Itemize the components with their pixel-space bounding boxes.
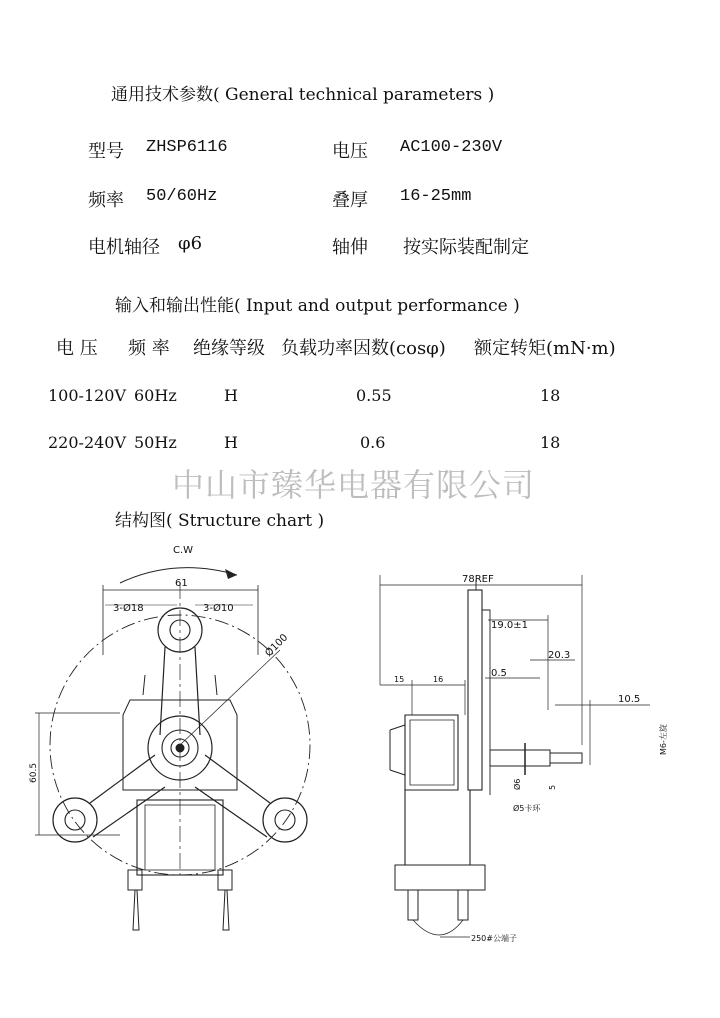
model-label: 型号 — [88, 141, 124, 162]
shaft-label: 电机轴径 — [88, 237, 160, 258]
hole-large-label: 3-Ø10 — [203, 603, 234, 614]
dim-15-label: 15 — [394, 675, 405, 684]
extension-value: 按实际装配制定 — [403, 237, 529, 258]
table-row-1-frequency: 60Hz — [134, 386, 177, 405]
dim-16-label: 16 — [433, 675, 444, 684]
io-header-insulation: 绝缘等级 — [193, 338, 265, 359]
io-header-frequency: 频 率 — [128, 338, 170, 359]
frequency-label: 频率 — [88, 190, 124, 211]
io-header-torque: 额定转矩(mN·m) — [474, 338, 616, 359]
extension-label: 轴伸 — [332, 237, 368, 258]
table-row-2-voltage: 220-240V — [48, 433, 127, 452]
model-value: ZHSP6116 — [146, 138, 228, 157]
phi6-label: Ø6 — [513, 778, 522, 790]
motor-side-view-drawing — [370, 565, 715, 955]
dim-10-5-label: 10.5 — [618, 694, 641, 705]
company-watermark: 中山市臻华电器有限公司 — [172, 466, 536, 504]
table-row-1-voltage: 100-120V — [48, 386, 127, 405]
stack-value: 16-25mm — [400, 187, 472, 206]
table-row-2-power-factor: 0.6 — [360, 433, 386, 452]
shaft-value: φ6 — [178, 233, 203, 254]
table-row-2-torque: 18 — [540, 433, 561, 452]
io-title: 输入和输出性能( Input and output performance ) — [115, 296, 520, 316]
height-dim-label: 60.5 — [29, 762, 39, 783]
total-length-label: 78REF — [462, 574, 494, 585]
io-header-power-factor: 负载功率因数(cosφ) — [281, 338, 446, 359]
dim-20-3-label: 20.3 — [548, 650, 571, 661]
general-title: 通用技术参数( General technical parameters ) — [111, 85, 495, 105]
table-row-1-power-factor: 0.55 — [356, 386, 392, 405]
table-row-2-insulation: H — [224, 433, 238, 452]
hole-small-label: 3-Ø18 — [113, 603, 144, 614]
terminal-label: 250#公端子 — [471, 934, 517, 943]
m6-thread-label: M6-左旋 — [659, 724, 668, 755]
structure-title: 结构图( Structure chart ) — [115, 511, 325, 531]
rotation-label: C.W — [173, 545, 194, 556]
table-row-2-frequency: 50Hz — [134, 433, 177, 452]
motor-front-view-drawing — [25, 535, 335, 955]
diameter-label: Ø100 — [263, 632, 291, 660]
frequency-value: 50/60Hz — [146, 187, 218, 206]
table-row-1-torque: 18 — [540, 386, 561, 405]
dim-0-5-label: 0.5 — [491, 668, 507, 679]
clip-ring-label: Ø5卡环 — [513, 804, 541, 813]
table-row-1-insulation: H — [224, 386, 238, 405]
dim-19-label: 19.0±1 — [491, 620, 529, 631]
voltage-label: 电压 — [332, 141, 368, 162]
voltage-value: AC100-230V — [400, 138, 503, 157]
stack-label: 叠厚 — [332, 190, 368, 211]
dim-5-label: 5 — [548, 784, 557, 790]
io-header-voltage: 电 压 — [56, 338, 98, 359]
width-dim-label: 61 — [175, 578, 188, 589]
